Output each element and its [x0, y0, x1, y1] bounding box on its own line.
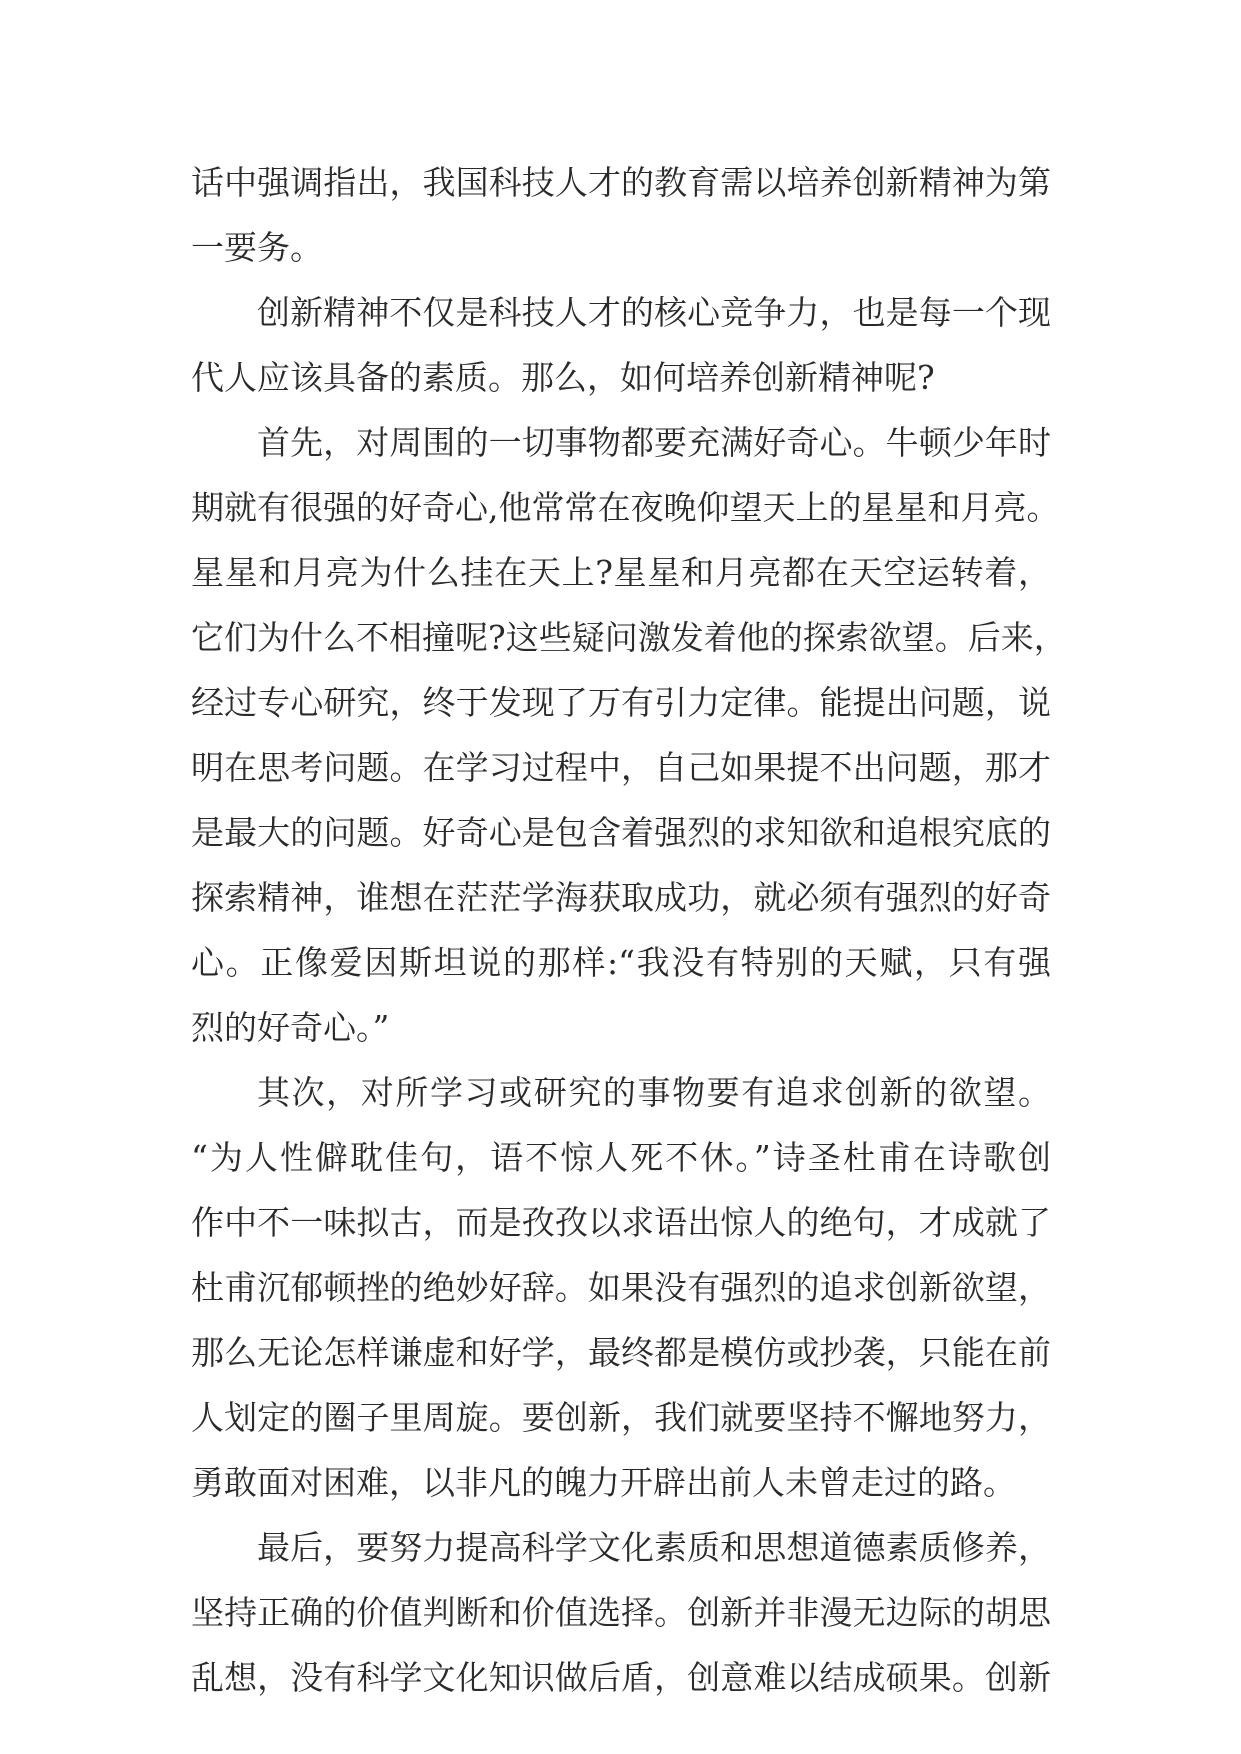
- text-line: 杜甫沉郁顿挫的绝妙好辞。如果没有强烈的追求创新欲望，: [191, 1268, 1051, 1307]
- text-line: 话中强调指出，我国科技人才的教育需以培养创新精神为第: [191, 163, 1051, 202]
- text-line: “为人性僻耽佳句，语不惊人死不休。”诗圣杜甫在诗歌创: [191, 1138, 1051, 1177]
- text-line: 那么无论怎样谦虚和好学，最终都是模仿或抄袭，只能在前: [191, 1333, 1051, 1372]
- text-line: 星星和月亮为什么挂在天上?星星和月亮都在天空运转着，: [191, 553, 1051, 592]
- paragraph-first-line: 首先，对周围的一切事物都要充满好奇心。牛顿少年时: [257, 423, 1051, 462]
- text-line: 是最大的问题。好奇心是包含着强烈的求知欲和追根究底的: [191, 813, 1051, 852]
- paragraph-first-line: 其次，对所学习或研究的事物要有追求创新的欲望。: [257, 1073, 1051, 1112]
- text-line: 明在思考问题。在学习过程中，自己如果提不出问题，那才: [191, 748, 1051, 787]
- text-line: 作中不一味拟古，而是孜孜以求语出惊人的绝句，才成就了: [191, 1203, 1051, 1242]
- text-line: 心。正像爱因斯坦说的那样:“我没有特别的天赋，只有强: [191, 943, 1051, 982]
- text-line: 探索精神，谁想在茫茫学海获取成功，就必须有强烈的好奇: [191, 878, 1051, 917]
- text-line: 勇敢面对困难，以非凡的魄力开辟出前人未曾走过的路。: [191, 1463, 1016, 1502]
- text-line: 一要务。: [191, 228, 323, 267]
- text-line: 代人应该具备的素质。那么，如何培养创新精神呢?: [191, 358, 935, 397]
- body-text: [191, 150, 1067, 1710]
- text-line: 坚持正确的价值判断和价值选择。创新并非漫无边际的胡思: [191, 1593, 1051, 1632]
- text-line: 经过专心研究，终于发现了万有引力定律。能提出问题，说: [191, 683, 1051, 722]
- paragraph-first-line: 最后，要努力提高科学文化素质和思想道德素质修养，: [257, 1528, 1051, 1567]
- text-line: 期就有很强的好奇心,他常常在夜晚仰望天上的星星和月亮。: [191, 488, 1060, 527]
- text-line: 乱想，没有科学文化知识做后盾，创意难以结成硕果。创新: [191, 1658, 1051, 1697]
- paragraph-first-line: 创新精神不仅是科技人才的核心竞争力，也是每一个现: [257, 293, 1051, 332]
- text-line: 烈的好奇心。”: [191, 1008, 390, 1047]
- text-line: 它们为什么不相撞呢?这些疑问激发着他的探索欲望。后来，: [191, 618, 1067, 657]
- text-line: 人划定的圈子里周旋。要创新，我们就要坚持不懈地努力，: [191, 1398, 1051, 1437]
